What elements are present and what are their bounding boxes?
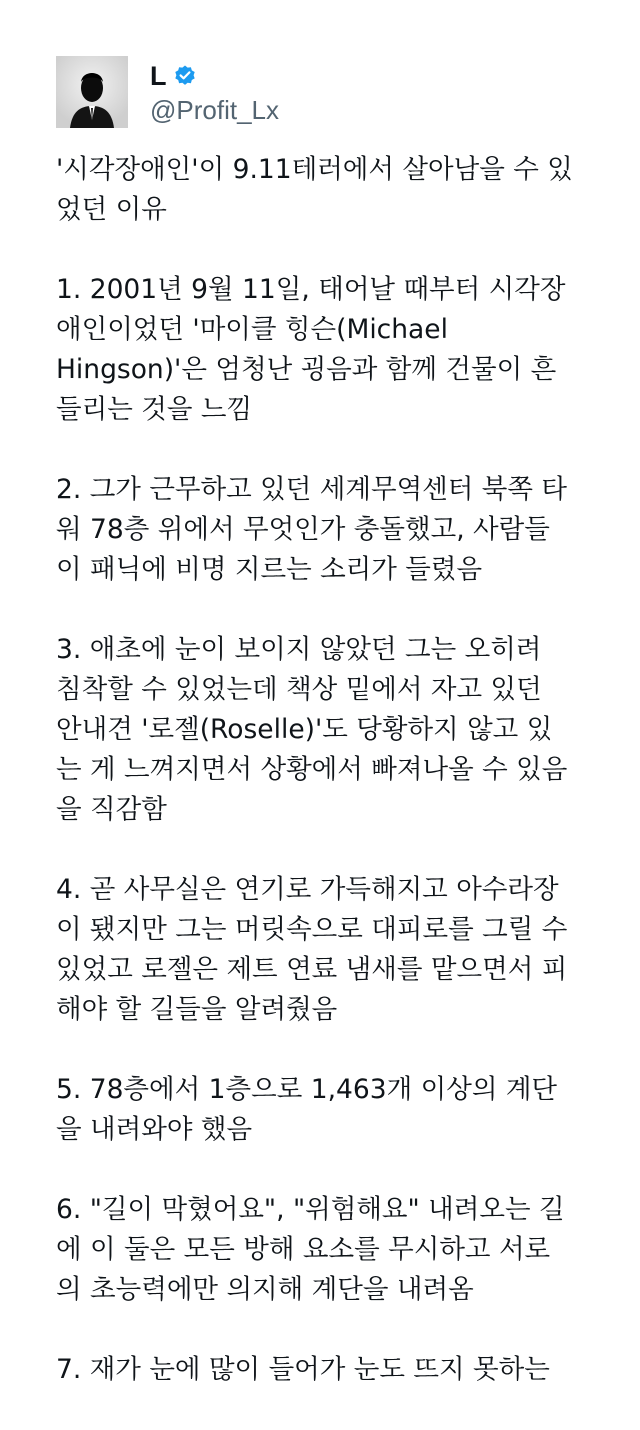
tweet-line: 침착할 수 있었는데 책상 밑에서 자고 있던	[56, 674, 542, 705]
tweet-line: 3. 애초에 눈이 보이지 않았던 그는 오히려	[56, 634, 542, 665]
tweet-line: 워 78층 위에서 무엇인가 충돌했고, 사람들	[56, 514, 550, 545]
tweet-line: 이 됐지만 그는 머릿속으로 대피로를 그릴 수	[56, 914, 568, 945]
avatar[interactable]	[56, 56, 128, 128]
tweet-header	[56, 56, 279, 128]
tweet-line: 4. 곧 사무실은 연기로 가득해지고 아수라장	[56, 874, 559, 905]
display-name[interactable]: L	[150, 60, 167, 91]
tweet-line: 이 패닉에 비명 지르는 소리가 들렸음	[56, 554, 483, 585]
tweet-line: 애인이었던 '마이클 힝슨(Michael	[56, 314, 448, 345]
tweet-paragraph	[56, 150, 616, 230]
tweet-line: 들리는 것을 느낌	[56, 394, 253, 425]
tweet-line: 는 게 느껴지면서 상황에서 빠져나올 수 있음	[56, 754, 568, 785]
tweet-paragraph	[56, 1070, 616, 1150]
tweet-line: 7. 재가 눈에 많이 들어가 눈도 뜨지 못하는	[56, 1354, 550, 1385]
tweet-line: Hingson)'은 엄청난 굉음과 함께 건물이 흔	[56, 354, 557, 385]
tweet-line: 5. 78층에서 1층으로 1,463개 이상의 계단	[56, 1074, 558, 1105]
tweet-line: 2. 그가 근무하고 있던 세계무역센터 북쪽 타	[56, 474, 568, 505]
tweet-line: 안내견 '로젤(Roselle)'도 당황하지 않고 있	[56, 714, 553, 745]
author-handle[interactable]: @Profit_Lx	[150, 95, 279, 125]
name-row	[150, 58, 279, 94]
tweet-line: 을 직감함	[56, 794, 167, 825]
tweet-line: 있었고 로젤은 제트 연료 냄새를 맡으면서 피	[56, 954, 568, 985]
tweet-paragraph	[56, 270, 616, 430]
tweet-line: 에 이 둘은 모든 방해 요소를 무시하고 서로	[56, 1234, 551, 1265]
tweet-line: '시각장애인'이 9.11테러에서 살아남을 수 있	[56, 154, 573, 185]
tweet-line: 을 내려와야 했음	[56, 1114, 253, 1145]
tweet-paragraph	[56, 1350, 616, 1390]
tweet-line: 의 초능력에만 의지해 계단을 내려옴	[56, 1274, 474, 1305]
tweet-text	[56, 150, 616, 1430]
tweet-line: 1. 2001년 9월 11일, 태어날 때부터 시각장	[56, 274, 566, 305]
tweet-paragraph	[56, 1190, 616, 1310]
tweet-paragraph	[56, 870, 616, 1030]
avatar-silhouette-icon	[56, 56, 128, 128]
tweet-paragraph	[56, 630, 616, 830]
tweet-line: 6. "길이 막혔어요", "위험해요" 내려오는 길	[56, 1194, 565, 1225]
tweet-paragraph	[56, 470, 616, 590]
tweet-line: 해야 할 길들을 알려줬음	[56, 994, 338, 1025]
verified-badge-icon	[173, 64, 197, 88]
author-block	[150, 58, 279, 126]
tweet-line: 었던 이유	[56, 194, 167, 225]
